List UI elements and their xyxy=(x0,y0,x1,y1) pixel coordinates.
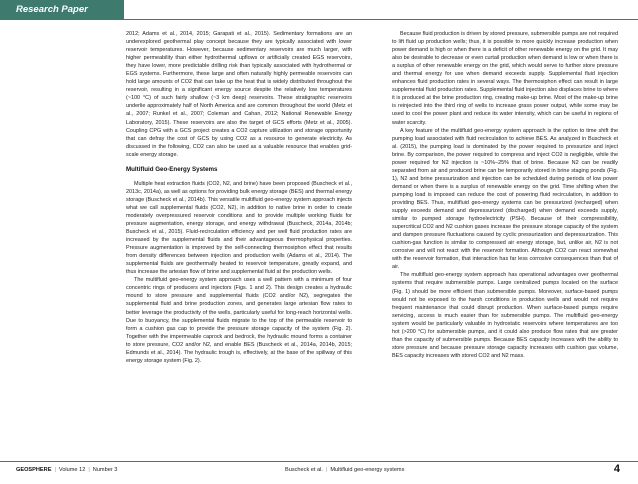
left-paragraph-3: The multifluid geo-energy system approach uses a well pattern with a minimum of four concentric rings of producers and injectors (Figs. 1 and 2). This design creates a hydraulic mound to store pressure and supplemental fluids (CO2 and/or N2), segregates the supplemental fluid and brine production zones, and generates large artesian flow rates to better leverage the productivity of the wells, particularly useful for long-reach horizontal wells. Due to buoyancy, the supplemental fluids migrate to the top of the permeable reservoir to form a cushion gas cap to provide the pressure storage capacity of the system (Fig. 2). Together with the impermeable caprock and bedrock, the hydraulic mound forms a container to store pressure, CO2 and/or N2, and enable BES (Buscheck et al., 2014a, 2014b, 2015; Edmunds et al., 2014). The hydraulic trough is, effectively, at the base of the spillway of this energy storage system (Fig. 2). xyxy=(126,277,352,364)
right-column xyxy=(392,30,618,440)
left-paragraph-1: 2012; Adams et al., 2014, 2015; Garapati et al., 2015). Sedimentary formations are an underexplored geothermal play concept because they are typically associated with lower reservoir temperatures. However, because sedimentary reservoirs are much larger, with higher permeability than either hydrothermal upflows or artificially created EGS reservoirs, they have lower, more predictable drilling risk than typically associated with hydrothermal or EGS systems. Furthermore, these large and often naturally highly permeable reservoirs can hold large amounts of CO2 that can take up the heat that is widely distributed throughout the reservoir, resulting in a significant energy source despite the relatively low temperatures (~100 °C) of such fairly shallow (~3 km deep) reservoirs. These stratigraphic reservoirs underlie approximately half of North America and are common throughout the world (Metz et al., 2007; Runkel et al., 2007; Coleman and Cahan, 2012; National Renewable Energy Laboratory, 2015). These reservoirs are also the target of GCS efforts (Metz et al., 2005). Coupling CPG with a GCS project creates a CO2 capture utilization and storage opportunity that can defray the cost of GCS by using CO2 as a resource to generate electricity. As discussed in the following, CO2 can also be used as a valuable resource that enables grid-scale energy storage. xyxy=(126,31,352,158)
journal-name: GEOSPHERE xyxy=(16,467,52,473)
section-label: Research Paper xyxy=(0,0,124,19)
section-heading: Multifluid Geo-Energy Systems xyxy=(126,165,218,173)
footer-rule xyxy=(0,461,638,462)
left-column xyxy=(126,30,352,440)
right-paragraph-1: Because fluid production is driven by stored pressure, submersible pumps are not required to lift fluid up production wells; thus, it is possible to more quickly increase production when power demand is high or when there is a deficit of other renewable energy on the grid. It may also be desirable to decrease or even curtail production when demand is low or when there is a surplus of other renewable energy on the grid, which would serve to further store pressure and thermal energy for use when demand exceeds supply. Supplemental fluid injection enhances fluid production rates in several ways. The thermosiphon effect can result in large supplemental fluid production rates. Supplemental fluid injection also displaces brine to where it is produced at the brine production ring, creating make-up brine. Most of the make-up brine is reinjected into the third ring of wells to increase grass power output, while some may be used to cool the power plant and reduce its water intensity, which can be useful in regions of water scarcity. xyxy=(392,31,618,126)
page-number: 4 xyxy=(613,463,620,475)
footer-journal-info: GEOSPHERE | Volume 12 | Number 3 xyxy=(16,467,118,473)
right-paragraph-2: A key feature of the multifluid geo-energy system approach is the option to time shift the pumping load associated with fluid recirculation to achieve BES. As analyzed in Buscheck et al. (2015), the pumping load is dominated by the power required to pressurize and inject brine. By comparison, the power required to compress and inject CO2 is negligible, while the power required for N2 injection is ~10%–25% that of brine. Because N2 can be readily separated from air and produced brine can be temporarily stored in brine staging ponds (Fig. 1), N2 and brine pressurization and injection can be scheduled during periods of low power demand or when there is a surplus of renewable energy on the grid. Time shifting when the pumping load is imposed can reduce the cost of powering fluid recirculation, in addition to providing BES. Thus, multifluid geo-energy systems can be pressurized (recharged) when supply exceeds demand and depressurized (discharged) when demand exceeds supply, similar to pumped storage hydroelectricity (PSH). Because of their compressibility, supercritical CO2 and N2 cushion gases increase the pressure storage capacity of the system and dampen pressure fluctuations caused by cyclic pressurization and depressurization. This cushion-gas function is similar to compressed air energy storage, but, unlike air, N2 is not corrosive and will not react with the reservoir formation. Although CO2 can react somewhat with the reservoir formation, that interaction has far less corrosive consequences than that of air. xyxy=(392,127,618,271)
right-paragraph-3: The multifluid geo-energy system approach has operational advantages over geothermal systems that require submersible pumps. Large centralized pumps located on the surface (Fig. 1) should be more efficient than submersible pumps. Moreover, surface-based pumps would not be exposed to the harsh conditions in production wells and would not require frequent maintenance that could disrupt production. When surface-based pumps require servicing, access is much easier than for submersible pumps. The multifluid geo-energy system would be particularly valuable in hydrostatic reservoirs where temperatures are too hot (>200 °C) for submersible pumps, and it could also produce flow rates that are greater than the capacity of submersible pumps. Because BES capacity increases with the ability to store pressure and because pressure storage capacity increases with cushion gas volume, BES capacity increases with stored CO2 and N2 mass. xyxy=(392,272,618,359)
left-paragraph-2: Multiple heat extraction fluids (CO2, N2, and brine) have been proposed (Buscheck et al., 2013c, 2014a), as well as options for providing bulk energy storage (BES) and thermal energy storage (Buscheck et al., 2014b). This versatile multifluid geo-energy system approach injects what we call supplemental fluids (CO2, N2), in addition to native brine in order to create moderately overpressured reservoir conditions and to provide multiple working fluids for pressure augmentation, energy storage, and energy withdrawal (Buscheck, 2014a, 2014b; Buscheck et al., 2015). Fluid-recirculation efficiency and per well fluid production rates are increased by the supplemental fluids and their advantageous thermophysical properties. Pressure augmentation is improved by the self-connecting thermosiphon effect that results from density differences between injection and production wells (Adams et al., 2014). The supplemental fluids are geothermally heated to reservoir temperature, greatly expand, and thus increase the artesian flow of brine and supplemental fluid at the production wells. xyxy=(126,180,352,276)
footer-article-info: Buscheck et al. | Multifluid geo-energy systems xyxy=(285,467,405,473)
header-bar xyxy=(0,0,638,20)
footer-short-title: Multifluid geo-energy systems xyxy=(330,467,405,473)
journal-volume: Volume 12 xyxy=(58,467,86,473)
journal-number: Number 3 xyxy=(92,467,118,473)
header-rule xyxy=(0,19,638,20)
footer-authors: Buscheck et al. xyxy=(285,467,323,473)
